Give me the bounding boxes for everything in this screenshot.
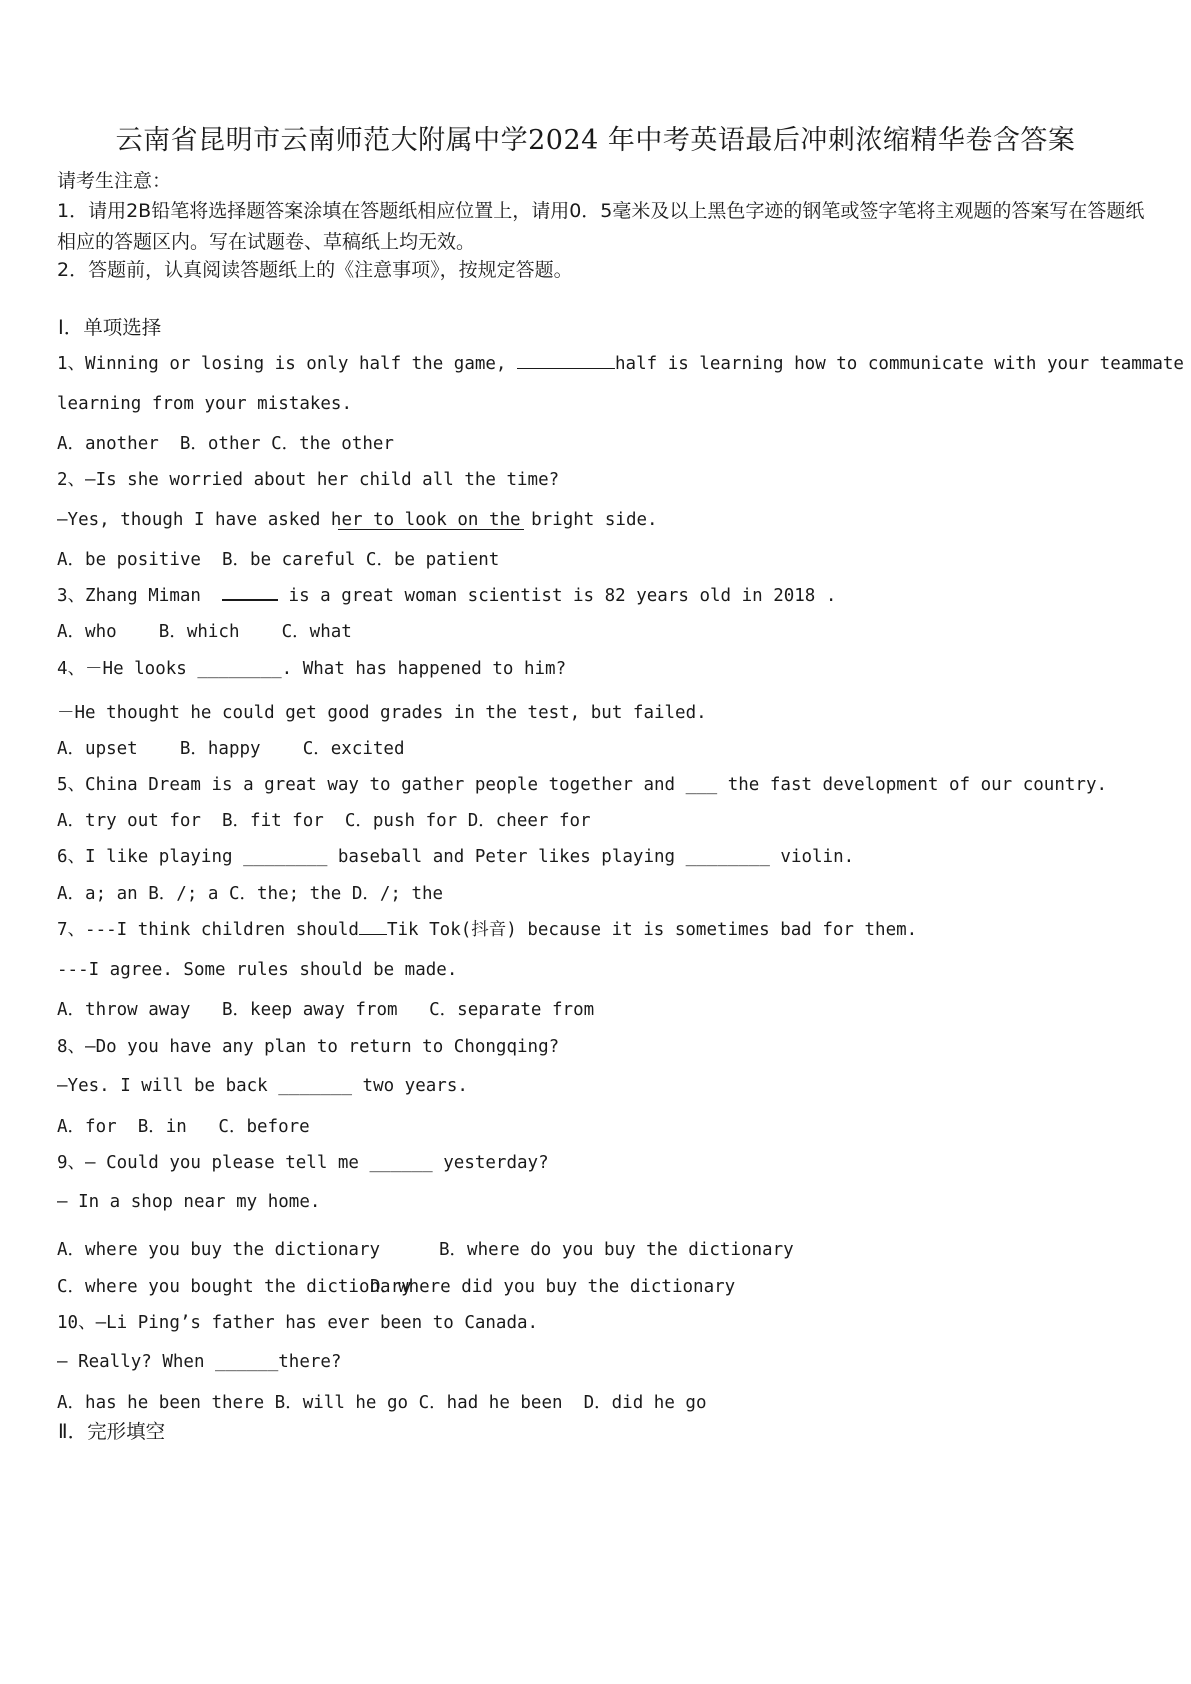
question-5-stem: 5、China Dream is a great way to gather people together and ___ the fast development of our country.: [57, 775, 1108, 795]
question-5-options: A．try out for B．fit for C．push for D．cheer for: [57, 811, 591, 831]
question-10-reply: — Really? When ______there?: [57, 1352, 342, 1372]
question-8-reply: —Yes. I will be back _______ two years.: [57, 1076, 468, 1096]
question-7-reply: ---I agree. Some rules should be made.: [57, 960, 458, 980]
question-2-reply: —Yes, though I have asked her to look on the bright side.: [57, 510, 658, 530]
section-heading-single-choice: Ⅰ．单项选择: [58, 316, 162, 339]
question-2-options: A．be positive B．be careful C．be patient: [57, 550, 500, 570]
question-9-stem: 9、— Could you please tell me ______ yesterday?: [57, 1153, 549, 1173]
question-4-options: A．upset B．happy C．excited: [57, 739, 405, 759]
question-4-stem: 4、－He looks ________. What has happened to him?: [57, 659, 567, 679]
question-8-options: A．for B．in C．before: [57, 1117, 310, 1137]
question-1-stem-continued: learning from your mistakes.: [57, 394, 353, 414]
underline-mark: [338, 529, 524, 530]
notice-heading: 请考生注意：: [57, 170, 172, 192]
notice-item-1: 1．请用2B铅笔将选择题答案涂填在答题纸相应位置上，请用0．5毫米及以上黑色字迹的钢笔或签字笔将主观题的答案写在答题纸相应的答题区内。写在试题卷、草稿纸上均无效。: [57, 200, 1145, 253]
question-9-option-c: C．where you bought the dictionary: [57, 1277, 412, 1297]
question-10-options: A．has he been there B．will he go C．had he been D．did he go: [57, 1393, 707, 1413]
question-4-reply: －He thought he could get good grades in the test, but failed.: [57, 703, 707, 723]
question-8-stem: 8、—Do you have any plan to return to Chongqing?: [57, 1037, 560, 1057]
question-7-options: A．throw away B．keep away from C．separate from: [57, 1000, 595, 1020]
notice-item-2: 2．答题前，认真阅读答题纸上的《注意事项》，按规定答题。: [57, 259, 573, 281]
question-7-stem: 7、---I think children should Tik Tok(抖音) because it is sometimes bad for them.: [57, 916, 917, 941]
answer-blank: [359, 917, 387, 935]
answer-blank: [222, 582, 278, 601]
question-1-stem: 1、Winning or losing is only half the game, half is learning how to communicate with your teammate: [57, 350, 1184, 375]
section-heading-cloze: Ⅱ．完形填空: [58, 1420, 166, 1443]
question-10-stem: 10、—Li Ping’s father has ever been to Canada.: [57, 1313, 539, 1333]
question-3-options: A．who B．which C．what: [57, 622, 352, 642]
question-9-option-b: B．where do you buy the dictionary: [439, 1240, 794, 1260]
question-9-option-a: A．where you buy the dictionary: [57, 1240, 381, 1260]
question-2-stem: 2、—Is she worried about her child all the time?: [57, 470, 560, 490]
question-3-stem: 3、Zhang Miman is a great woman scientist is 82 years old in 2018 .: [57, 582, 836, 607]
question-6-options: A．a; an B．/; a C．the; the D．/; the: [57, 884, 444, 904]
question-9-reply: — In a shop near my home.: [57, 1192, 321, 1212]
question-1-options: A．another B．other C．the other: [57, 434, 394, 454]
question-6-stem: 6、I like playing ________ baseball and Peter likes playing ________ violin.: [57, 847, 855, 867]
document-title: 云南省昆明市云南师范大附属中学2024 年中考英语最后冲刺浓缩精华卷含答案: [115, 125, 1076, 156]
question-9-option-d: D．where did you buy the dictionary: [370, 1277, 736, 1297]
answer-blank: [517, 351, 615, 369]
